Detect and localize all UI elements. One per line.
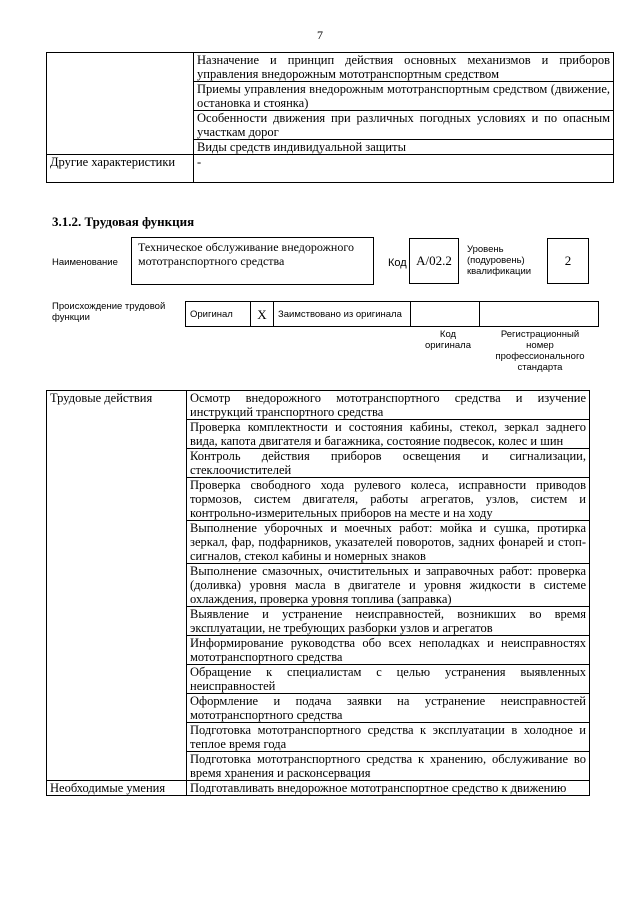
labor-action-item: Выполнение уборочных и моечных работ: мойка и сушка, протирка зеркал, фар, подфарников, указателей поворотов, задних фонарей и стоп-сигналов, стекол кабины и номерных знаков xyxy=(187,521,590,564)
skill-item: Подготавливать внедорожное мототранспортное средство к движению xyxy=(187,781,590,796)
labor-action-item: Обращение к специалистам с целью устранения выявленных неисправностей xyxy=(187,665,590,694)
knowledge-item: Приемы управления внедорожным мототранспортным средством (движение, остановка и стоянка) xyxy=(194,82,614,111)
labor-action-item: Контроль действия приборов освещения и сигнализации, стеклоочистителей xyxy=(187,449,590,478)
required-skills-label: Необходимые умения xyxy=(47,781,187,796)
original-code-caption: Код оригинала xyxy=(424,329,471,351)
section-title: 3.1.2. Трудовая функция xyxy=(52,214,195,229)
other-characteristics-value: - xyxy=(194,155,614,183)
original-mark: Х xyxy=(251,302,274,327)
knowledge-item: Назначение и принцип действия основных механизмов и приборов управления внедорожным мототранспортным средством xyxy=(194,53,614,82)
labor-action-item: Выявление и устранение неисправностей, возникших во время эксплуатации, не требующих разборки узлов и агрегатов xyxy=(187,607,590,636)
knowledge-item: Особенности движения при различных погодных условиях и по опасным участкам дорог xyxy=(194,111,614,140)
qualification-level-box: 2 xyxy=(547,238,589,284)
registration-number-cell xyxy=(480,302,599,327)
function-code-box: А/02.2 xyxy=(409,238,459,284)
labor-actions-label: Трудовые действия xyxy=(47,391,187,781)
labor-action-item: Информирование руководства обо всех неполадках и неисправностях мототранспортного средства xyxy=(187,636,590,665)
labor-action-item: Проверка комплектности и состояния кабины, стекол, зеркал заднего вида, капота двигателя и багажника, состояние подвесок, колес и шин xyxy=(187,420,590,449)
labor-action-item: Оформление и подача заявки на устранение неисправностей мототранспортного средства xyxy=(187,694,590,723)
page-number: 7 xyxy=(317,28,323,42)
labor-action-item: Выполнение смазочных, очистительных и заправочных работ: проверка (доливка) уровня масла в двигателе и уровня жидкости в системе охлаждения, проверка уровня топлива (заправка) xyxy=(187,564,590,607)
labor-action-item: Подготовка мототранспортного средства к эксплуатации в холодное и теплое время года xyxy=(187,723,590,752)
name-label: Наименование xyxy=(52,257,118,268)
labor-actions-table xyxy=(46,390,590,796)
function-name-box: Техническое обслуживание внедорожного мототранспортного средства xyxy=(131,237,374,285)
original-code-cell xyxy=(411,302,480,327)
labor-action-item: Подготовка мототранспортного средства к хранению, обслуживание во время хранения и расконсервация xyxy=(187,752,590,781)
other-characteristics-label: Другие характеристики xyxy=(47,155,194,183)
labor-action-item: Осмотр внедорожного мототранспортного средства и изучение инструкций транспортного средства xyxy=(187,391,590,420)
origin-table xyxy=(185,301,599,327)
original-label: Оригинал xyxy=(186,302,251,327)
level-label: Уровень (подуровень) квалификации xyxy=(467,244,532,277)
knowledge-item: Виды средств индивидуальной защиты xyxy=(194,140,614,155)
code-label: Код xyxy=(388,257,407,269)
knowledge-table xyxy=(46,52,614,183)
labor-action-item: Проверка свободного хода рулевого колеса, исправности приводов тормозов, систем двигателя, работы агрегатов, узлов, систем и контрольно-измерительных приборов на месте и на ходу xyxy=(187,478,590,521)
origin-label: Происхождение трудовой функции xyxy=(52,301,166,323)
borrowed-label: Заимствовано из оригинала xyxy=(274,302,411,327)
registration-number-caption: Регистрационный номер профессионального стандарта xyxy=(495,329,585,373)
empty-label-cell xyxy=(47,53,194,155)
